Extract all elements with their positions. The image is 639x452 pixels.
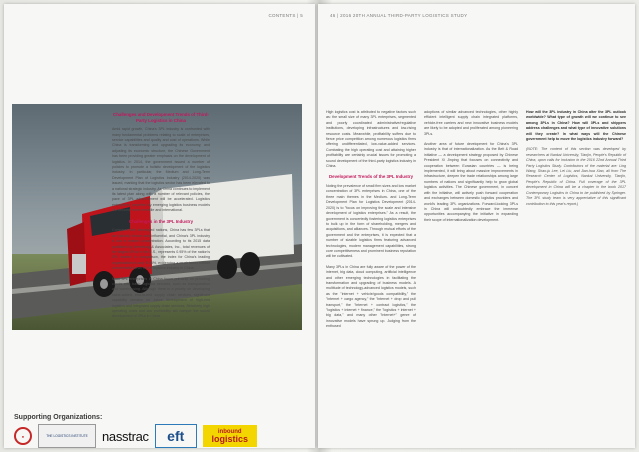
page-header: 46 | 2016 20TH ANNUAL THIRD-PARTY LOGISTICS STUDY xyxy=(330,13,468,18)
supporting-organizations-label: Supporting Organizations: xyxy=(14,414,103,421)
left-page xyxy=(4,4,315,448)
logistics-institute-logo: THE LOGISTICS INSTITUTE xyxy=(38,424,96,448)
left-column-1 xyxy=(112,112,210,325)
page-header: CONTENTS | 5 xyxy=(268,13,303,18)
paragraph: Most 3PL enterprises in China focus primarily on providing clients with basic logistics services, such as transportation and warehousing. Although there is a priority on developing value-added, end-to-end supply chain services, significant capability remains for future development of high-end logistics and integrated supply chain services. Relatively high operating costs and low profitability still hamper the sound development of 3PLs in China. xyxy=(112,276,210,319)
il-bottom: logistics xyxy=(211,434,248,444)
right-column-1 xyxy=(326,110,416,335)
paragraph: High logistics cost is attributed to negative factors such as: the small size of many 3PL enterprises, segmented and poorly coordinated administrative/regulative institutions, developing infrastructures and low-rising resource costs. Meanwhile, profitability suffers due to fierce price competition among numerous logistics firms offering undifferentiated, low-value-added services. Combating the high operating cost and attaining higher profitability are certainly crucial issues for promoting a sound development of the third-party logistics industry in China. xyxy=(326,110,416,169)
section-heading: Development Trends of the 3PL Industry xyxy=(328,174,414,180)
paragraph: Compared with developed nations, China has few 3PLs that are globally known and influential, and China's 3PL industry is low in market concentration. According to its 2015 data published by Armstrong & Associates, Inc., total revenues of the largest 3PLs in the U.S., represents 0.95% of the nation's 3PL market. In comparison, the index for China's leading organisations is only 0.45%, evidencing a much lower market concentration level of the logistics industry in China. xyxy=(112,228,210,271)
sponsor-mark-icon: ● xyxy=(14,427,32,445)
sponsor-logos xyxy=(14,424,257,448)
section-heading: Challenges in the 3PL Industry xyxy=(128,218,194,224)
inbound-logistics-logo xyxy=(203,425,257,447)
right-page xyxy=(318,4,635,448)
question-paragraph: How will the 3PL industry in China alter the 3PL outlook worldwide? What type of growth will we continue to see among 3PLs in China? How will 3PLs and shippers address challenges and what type of innovative solutions will they create? In what ways will the Chinese government help to move the logistics industry forward? xyxy=(526,110,626,142)
paragraph: adoptions of similar advanced technologies, other highly efficient intelligent supply chain integrated platforms, vehicle-free carriers and new innovative business models are likely to be adopted and proliferated among pioneering 3PLs. xyxy=(424,110,518,136)
paragraph: Noting the prevalence of small firm sizes and low market concentration of 3PL enterprises in China, one of the three main themes in the Medium- and Long-Term Development Plan for Logistics Development (2014-2020) is to "focus on improving the scale and intensive development of logistics enterprises." As a result, the government is concertedly fostering logistics enterprises to bulk up in the form of shareholding, mergers and acquisitions, and alliances. Through mutual efforts of the government and the enterprises, it is expected that a number of sizable logistics firms featuring advanced technologies, modern management capabilities, strong core competitiveness and prominent business reputation will be cultivated. xyxy=(326,184,416,259)
paragraph: Another area of future development for China's 3PL industry is that of internationalization. As the Belt & Road initiative — a development strategy proposed by Chinese President Xi Jinping that focuses on connectivity and cooperation between Eurasian countries — is being implemented, it will bring about massive improvements in infrastructure, deepen the trade relationships among large numbers of nations and significantly help to grow global logistics activities. The Chinese government, in concert with the initiative, will actively push forward cooperation and exchanges between domestic logistics providers and world's leading 3PL organizations. Forward-looking 3PLs in China will undoubtedly embrace the immense opportunities accompanying the initiative in expanding their scope of internationalization development. xyxy=(424,142,518,222)
note-paragraph: (NOTE: The content of this section was developed by researchers at Nankai University, Tianjin, People's Republic of China, upon calls for inclusion in the 2016 22nd Annual Third Party Logistics Study. Contributors of the material are: Ling Wang, Shao-ju Lee, Lei Liu, and Jian-hua Xiao, all from The Research Center of Logistics, Nankai University, Tianjin, People's Republic of China. Full coverage of the 3PL development in China will be a chapter in the book 2017 Contemporary Logistics in China to be published by Springer. The 3PL study team is very appreciative of this significant contribution to this year's report.) xyxy=(526,147,626,206)
nasstrac-logo: nasstrac xyxy=(102,428,149,444)
right-column-2 xyxy=(424,110,518,228)
paragraph: Many 3PLs in China are fully aware of the power of the internet, big data, cloud computing, artificial intelligence and other emerging technologies in facilitating the transformation and upgrading of business models. A multitude of technology-advanced logistics models, such as the "internet + vehicle/goods compatibility," the "internet + cargo agency," the "internet + drop and pull transport," the "internet + contract logistics," the "logistics + internet + finance," the "logistics + internet + big data," and many other "internet+" genre of innovative models have sprung up. Judging from the enthused xyxy=(326,264,416,329)
eft-logo: eft xyxy=(155,424,197,448)
il-top: inbound xyxy=(217,429,242,435)
section-heading: Challenges and Development Trends of Third-Party Logistics in China xyxy=(113,112,209,123)
paragraph: Amid rapid growth, China's 3PL industry is confronted with many fundamental problems relating to scale of enterprises, service capabilities and quality and cost of operations. While China is transforming and upgrading its economy, and adjusting its economic structure, the Chinese Government has been providing greater emphasis on the development of logistics. In 2014, the government issued a number of policies to promote a holistic development of the logistics industry. In particular, the Medium and Long-Term Development Plan of Logistics Industry (2014-2020) was issued, marking that the logistics sector has been elevated to a national strategic industry. As China continues to implement its latest plan along with a number of relevant policies, the pace of 3PL advancement will be accelerated. Logistics enterprises, propelled by emerging logistics business models will become more versatile and international. xyxy=(112,127,210,213)
right-column-3 xyxy=(526,110,626,212)
